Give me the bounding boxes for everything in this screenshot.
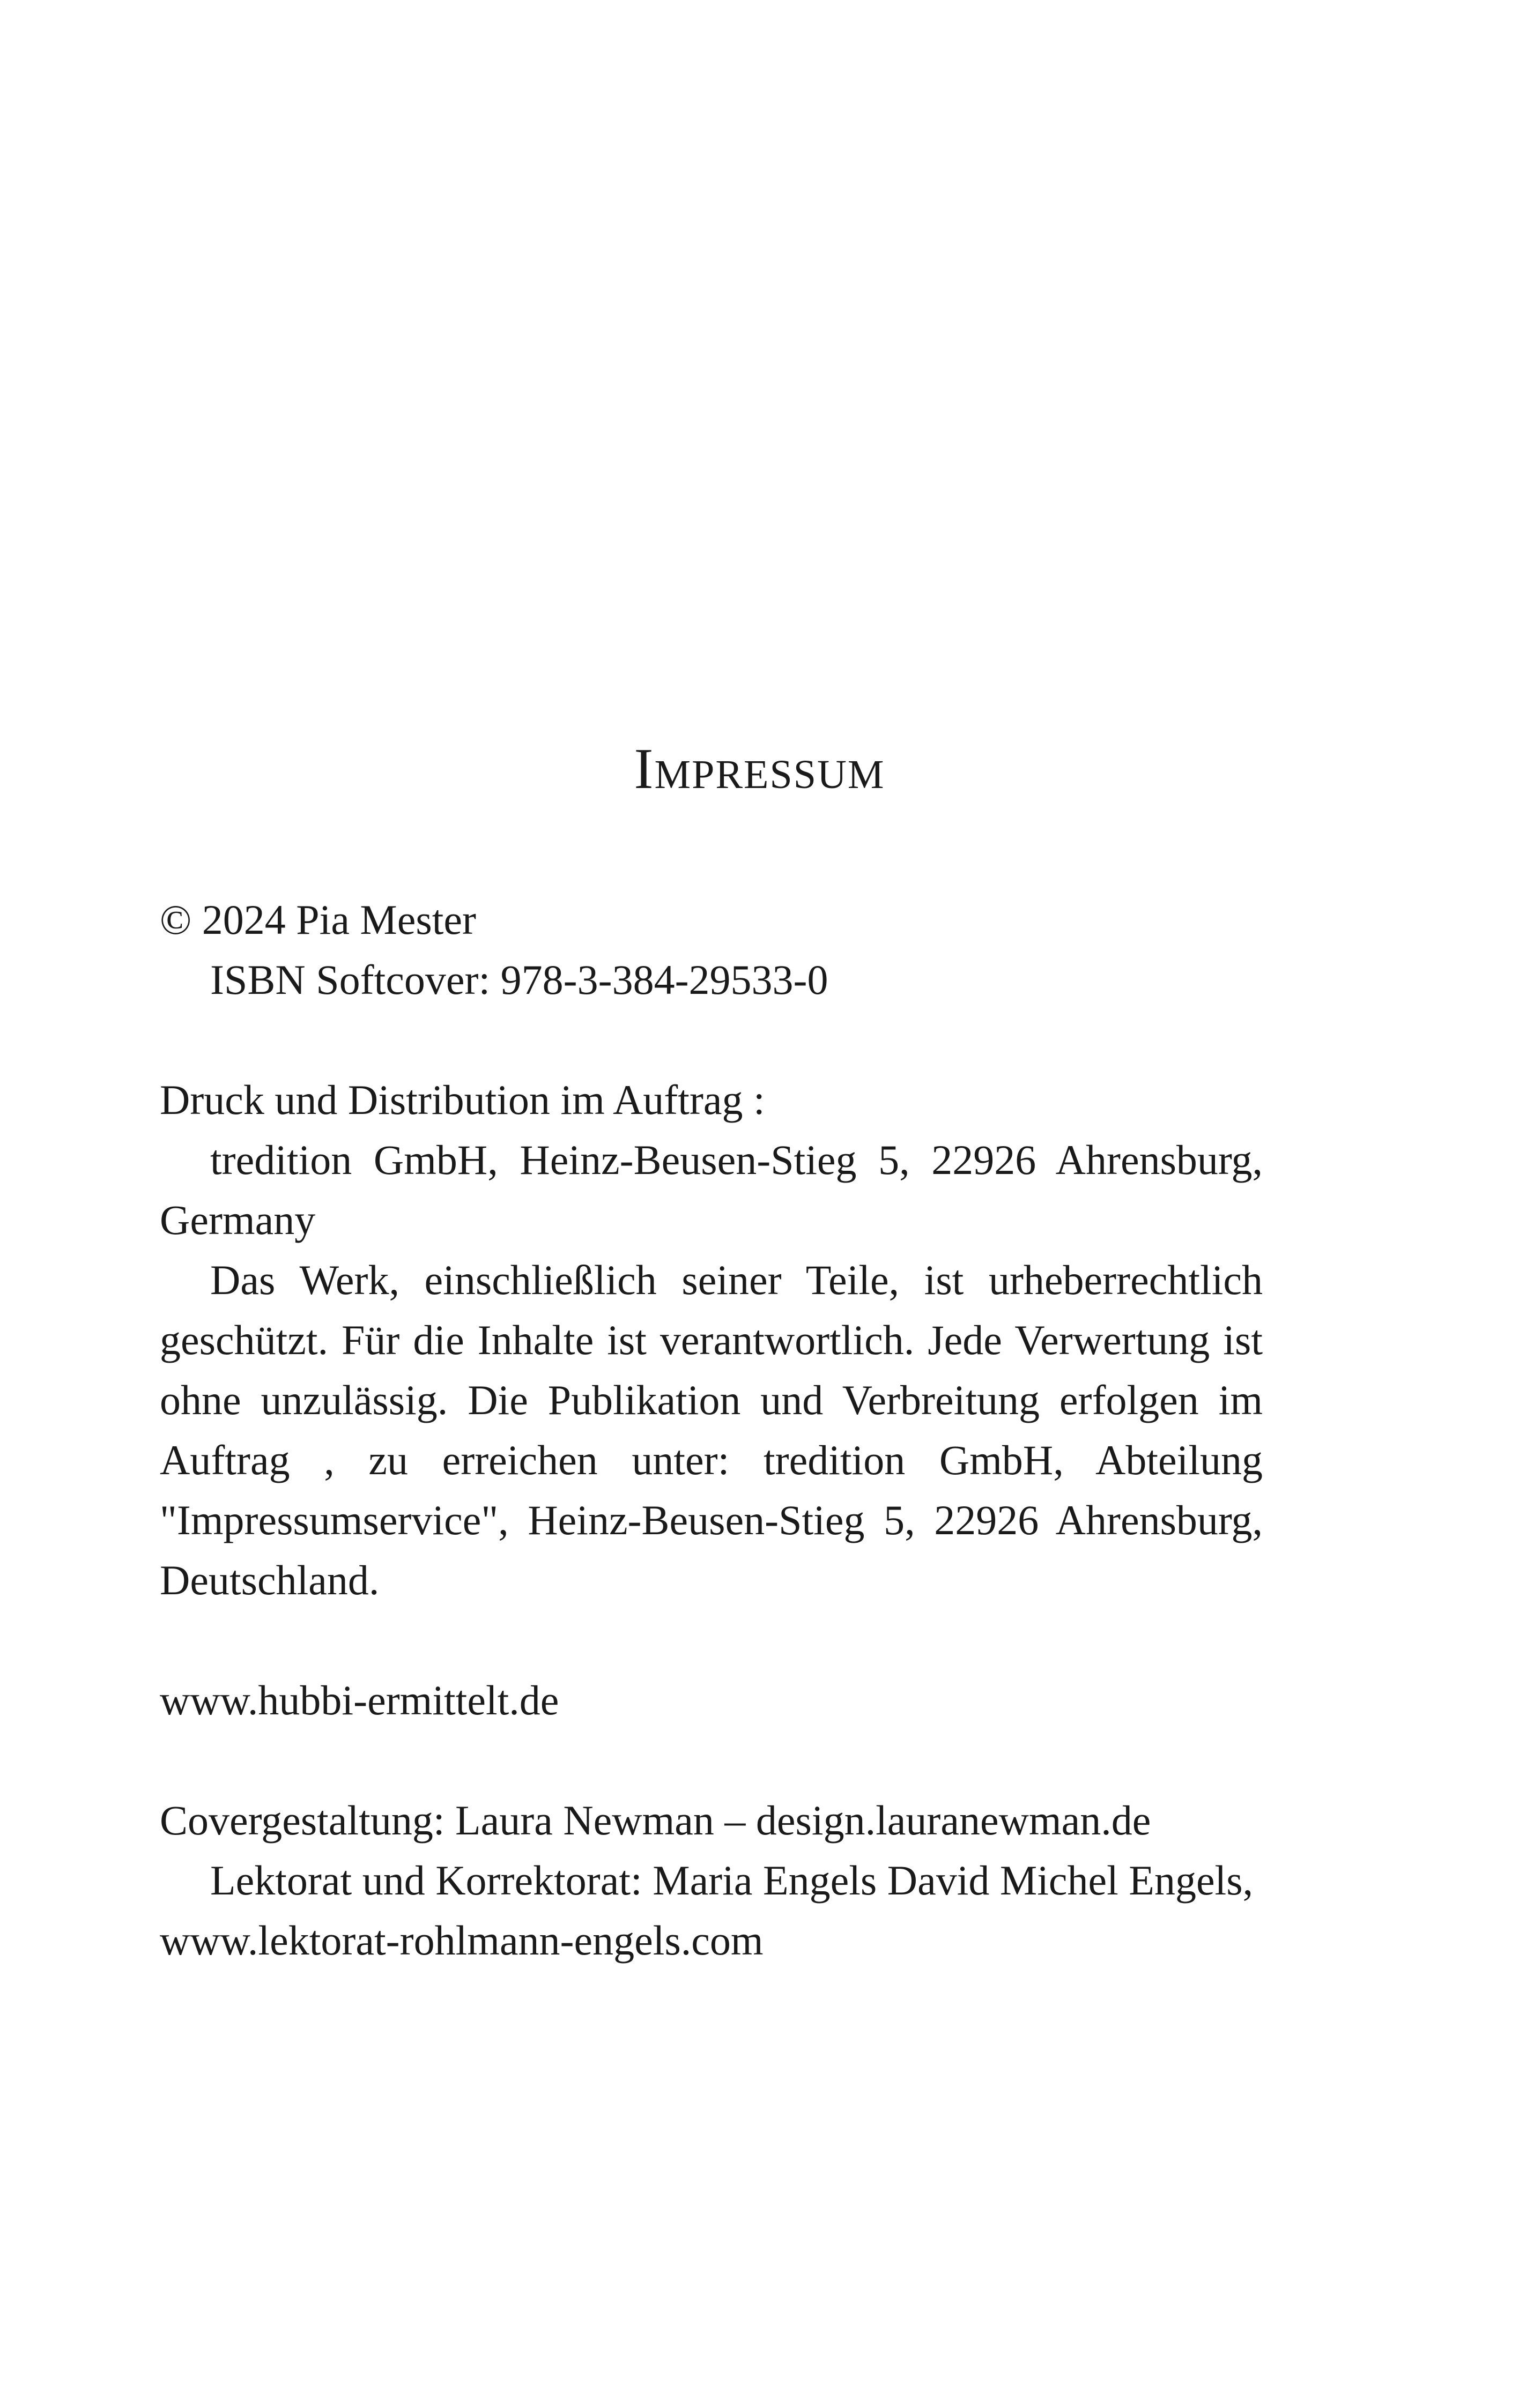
editing-credit: Lektorat und Korrektorat: Maria Engels David Michel Engels, www.lektorat-rohlmann-engels.com bbox=[160, 1857, 1254, 1964]
imprint-body bbox=[160, 890, 1263, 1971]
website-link: www.hubbi-ermittelt.de bbox=[160, 1677, 559, 1723]
print-address: tredition GmbH, Heinz-Beusen-Stieg 5, 22926 Ahrensburg, Germany bbox=[160, 1136, 1263, 1243]
copyright-line: © 2024 Pia Mester bbox=[160, 896, 477, 943]
cover-design-credit: Covergestaltung: Laura Newman – design.lauranewman.de bbox=[160, 1797, 1151, 1844]
page-title: Impressum bbox=[634, 737, 885, 801]
isbn-line: ISBN Softcover: 978-3-384-29533-0 bbox=[210, 956, 828, 1003]
legal-notice: Das Werk, einschließlich seiner Teile, ist urheberrechtlich geschützt. Für die Inhalte ist verantwortlich. Jede Verwertung ist ohne unzulässig. Die Publikation und Verbreitung erfolgen im Auftrag , zu erreichen unter: tredition GmbH, Abteilung "Impressumservice", Heinz-Beusen-Stieg 5, 22926 Ahrensburg, Deutschland. bbox=[160, 1257, 1263, 1603]
print-heading: Druck und Distribution im Auftrag : bbox=[160, 1076, 765, 1123]
